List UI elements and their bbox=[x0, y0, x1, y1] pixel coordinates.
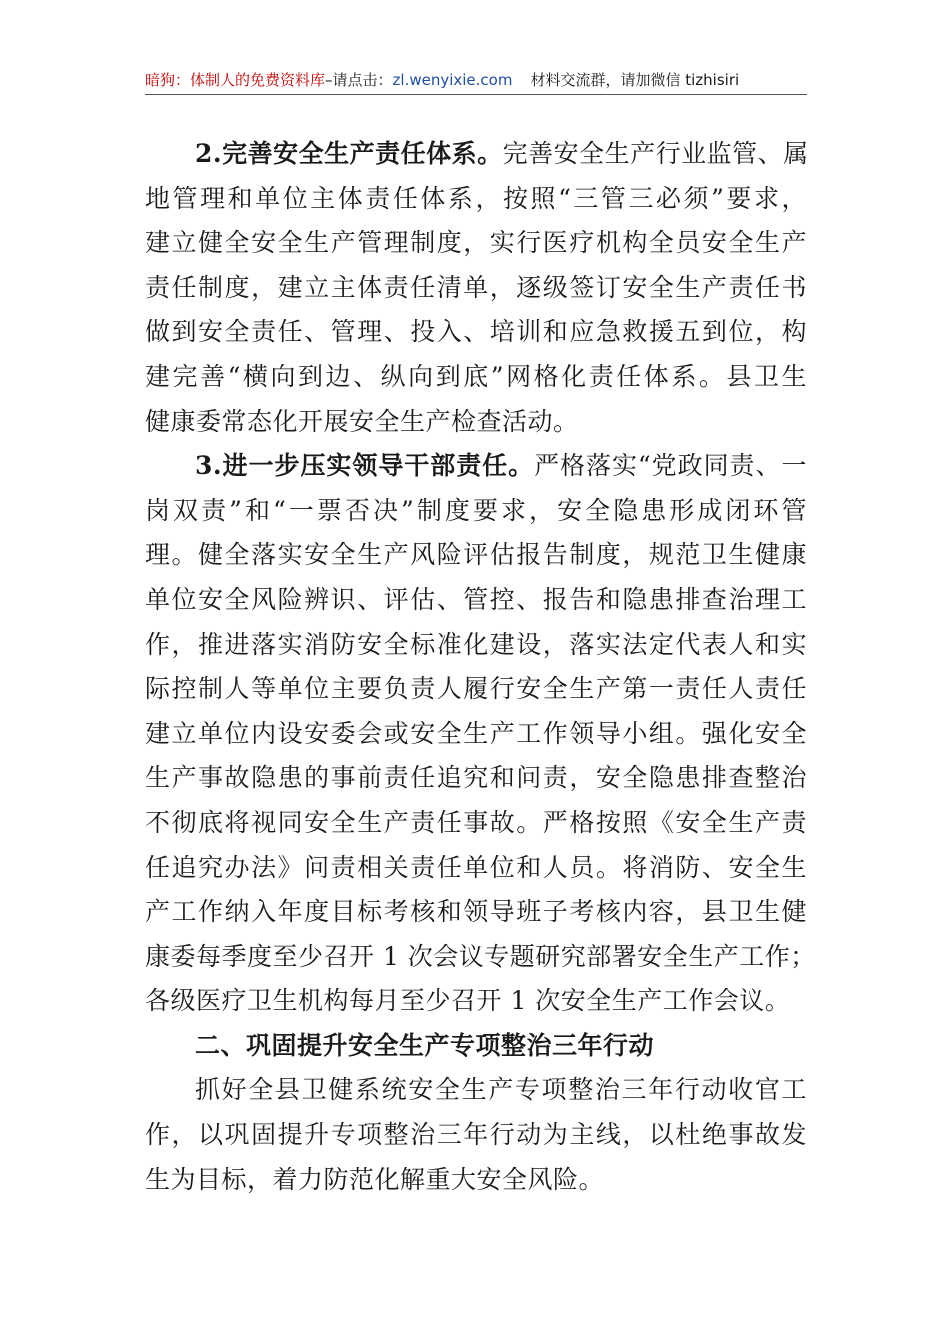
section-heading-2: 二、巩固提升安全生产专项整治三年行动 bbox=[195, 1030, 655, 1060]
section-3-title: 3.进一步压实领导干部责任。 bbox=[195, 451, 535, 481]
paragraph-line: 责任制度，建立主体责任清单，逐级签订安全生产责任书 bbox=[145, 272, 807, 302]
paragraph-line: 2.完善安全生产责任体系。完善安全生产行业监管、属 bbox=[195, 139, 809, 168]
paragraph-line: 建立健全安全生产管理制度，实行医疗机构全员安全生产 bbox=[145, 228, 807, 258]
paragraph-line: 建立单位内设安委会或安全生产工作领导小组。强化安全 bbox=[145, 718, 807, 748]
paragraph-line: 作，推进落实消防安全标准化建设，落实法定代表人和实 bbox=[145, 629, 807, 659]
header-group-info: 材料交流群，请加微信 tizhisiri bbox=[530, 71, 740, 89]
paragraph-line: 生为目标，着力防范化解重大安全风险。 bbox=[145, 1164, 605, 1194]
header-link[interactable]: zl.wenyixie.com bbox=[392, 71, 513, 89]
document-body bbox=[145, 132, 816, 1202]
paragraph-line: 作，以巩固提升专项整治三年行动为主线，以杜绝事故发 bbox=[145, 1120, 807, 1150]
paragraph-line: 做到安全责任、管理、投入、培训和应急救援五到位，构 bbox=[145, 317, 807, 347]
paragraph-line: 单位安全风险辨识、评估、管控、报告和隐患排查治理工 bbox=[145, 584, 807, 614]
header-click-prompt: –请点击： bbox=[325, 71, 393, 89]
paragraph-line: 岗双责”和“一票否决”制度要求，安全隐患形成闭环管 bbox=[145, 495, 807, 525]
paragraph-line: 康委每季度至少召开 1 次会议专题研究部署安全生产工作； bbox=[145, 941, 816, 971]
paragraph-line: 健康委常态化开展安全生产检查活动。 bbox=[145, 406, 579, 436]
paragraph-line: 生产事故隐患的事前责任追究和问责，安全隐患排查整治 bbox=[145, 763, 807, 793]
paragraph-line: 3.进一步压实领导干部责任。严格落实“党政同责、一 bbox=[195, 451, 807, 481]
paragraph-line: 抓好全县卫健系统安全生产专项整治三年行动收官工 bbox=[195, 1075, 807, 1105]
paragraph-line: 地管理和单位主体责任体系，按照“三管三必须”要求， bbox=[145, 183, 807, 213]
header-banner bbox=[145, 66, 807, 94]
paragraph-line: 产工作纳入年度目标考核和领导班子考核内容，县卫生健 bbox=[145, 897, 807, 927]
section-2-title: 2.完善安全生产责任体系。 bbox=[195, 139, 503, 168]
paragraph-line: 际控制人等单位主要负责人履行安全生产第一责任人责任 bbox=[145, 674, 807, 704]
paragraph-line: 建完善“横向到边、纵向到底”网格化责任体系。县卫生 bbox=[145, 361, 807, 391]
paragraph-line: 各级医疗卫生机构每月至少召开 1 次安全生产工作会议。 bbox=[145, 986, 791, 1016]
header-divider bbox=[145, 94, 807, 95]
paragraph-line: 不彻底将视同安全生产责任事故。严格按照《安全生产责 bbox=[145, 807, 807, 837]
paragraph-line: 理。健全落实安全生产风险评估报告制度，规范卫生健康 bbox=[145, 540, 807, 570]
header-site-name: 暗狗：体制人的免费资料库 bbox=[145, 71, 326, 89]
paragraph-line: 任追究办法》问责相关责任单位和人员。将消防、安全生 bbox=[145, 852, 807, 882]
